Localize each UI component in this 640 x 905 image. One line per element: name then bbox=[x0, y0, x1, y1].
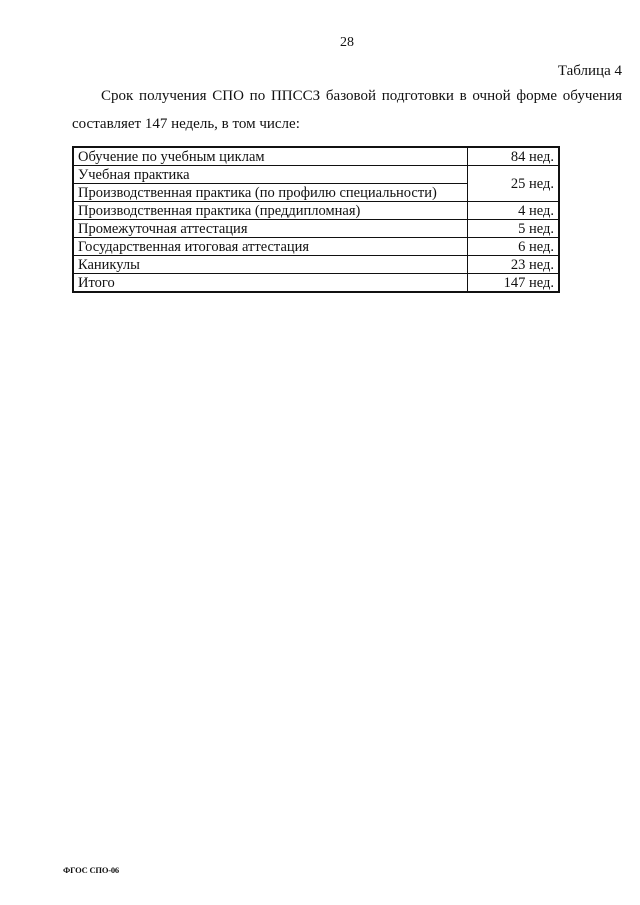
row-value: 6 нед. bbox=[467, 238, 559, 256]
table-row bbox=[73, 220, 559, 238]
row-label: Производственная практика (по профилю специальности) bbox=[73, 184, 467, 202]
row-value: 4 нед. bbox=[467, 202, 559, 220]
table-row bbox=[73, 202, 559, 220]
total-value: 147 нед. bbox=[467, 274, 559, 293]
intro-paragraph-line-2: составляет 147 недель, в том числе: bbox=[72, 116, 300, 132]
study-weeks-table bbox=[72, 146, 560, 293]
footer-standard-code: ФГОС СПО-06 bbox=[63, 865, 119, 875]
row-label: Производственная практика (преддипломная) bbox=[73, 202, 467, 220]
table-caption: Таблица 4 bbox=[557, 63, 622, 79]
row-value: 84 нед. bbox=[467, 147, 559, 166]
table-row bbox=[73, 256, 559, 274]
row-label: Каникулы bbox=[73, 256, 467, 274]
row-value: 5 нед. bbox=[467, 220, 559, 238]
row-label: Государственная итоговая аттестация bbox=[73, 238, 467, 256]
row-label: Учебная практика bbox=[73, 166, 467, 184]
table-row bbox=[73, 147, 559, 166]
intro-paragraph-line-1: Срок получения СПО по ППССЗ базовой подготовки в очной форме обучения bbox=[101, 88, 622, 104]
table-row bbox=[73, 238, 559, 256]
total-label: Итого bbox=[73, 274, 467, 293]
page-number: 28 bbox=[340, 35, 354, 50]
row-label: Обучение по учебным циклам bbox=[73, 147, 467, 166]
row-value: 23 нед. bbox=[467, 256, 559, 274]
table-row-total bbox=[73, 274, 559, 293]
row-value: 25 нед. bbox=[467, 166, 559, 202]
table-row bbox=[73, 166, 559, 184]
row-label: Промежуточная аттестация bbox=[73, 220, 467, 238]
